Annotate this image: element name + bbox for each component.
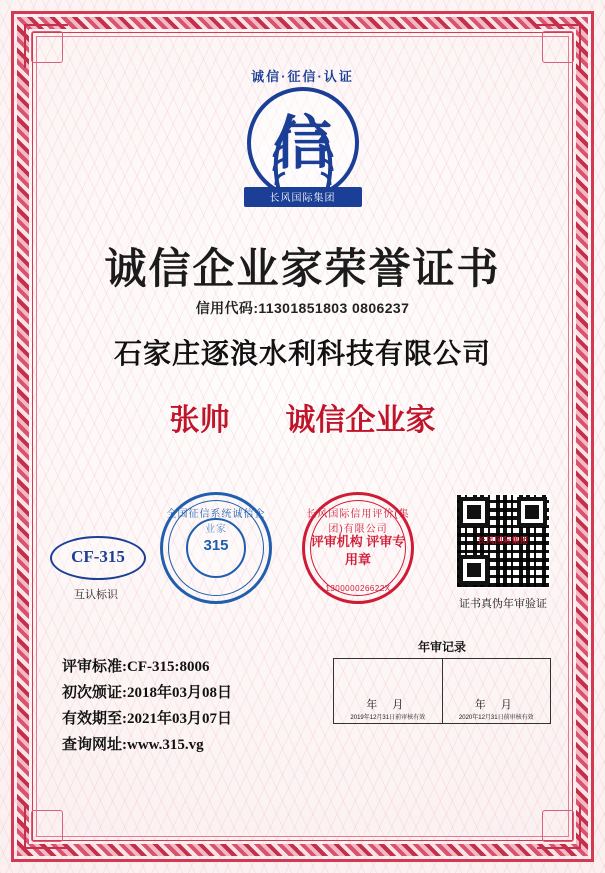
blue-credit-seal — [160, 492, 272, 604]
certificate-details — [62, 654, 232, 758]
verification-qr-block[interactable] — [449, 494, 557, 611]
credit-code: 信用代码:11301851803 0806237 — [195, 300, 410, 316]
annual-cell-2019[interactable] — [334, 659, 443, 724]
red-seal-arc-text: 长风国际信用评价(集团)有限公司 — [306, 509, 410, 535]
seals-row — [40, 488, 565, 628]
table-row — [334, 659, 551, 724]
qr-overlay-text: 长风国际集团 — [477, 536, 529, 545]
red-seal-center-text: 评审机构 评审专用章 — [310, 534, 406, 567]
annual-cell-date-line-1: 年 月 — [366, 699, 410, 711]
emblem-character: 信 — [273, 109, 332, 177]
qr-finder-top-left — [459, 497, 489, 527]
qr-finder-top-right — [517, 497, 547, 527]
mutual-recognition-mark — [50, 536, 142, 602]
annual-cell-note-2: 2020年12月31日前审核有效 — [458, 715, 534, 721]
cf-mark-label: CF-315 — [50, 536, 146, 580]
organization-emblem — [208, 66, 398, 226]
annual-review-box — [333, 638, 551, 724]
cf-mark-caption: 互认标识 — [74, 589, 118, 601]
annual-cell-2020[interactable] — [442, 659, 551, 724]
qr-caption: 证书真伪年审验证 — [459, 598, 547, 610]
annual-review-table — [333, 658, 551, 724]
detail-issue-date: 初次颁证:2018年03月08日 — [62, 685, 232, 701]
emblem-circle — [247, 87, 359, 199]
blue-seal-arc-text: 全国征信系统诚信企业家 — [166, 509, 266, 535]
honoree-name: 张帅 — [169, 404, 230, 437]
certificate-content — [40, 40, 565, 833]
annual-cell-date-line-2: 年 月 — [474, 699, 518, 711]
company-name: 石家庄逐浪水利科技有限公司 — [113, 338, 491, 369]
honoree-row — [70, 395, 535, 439]
globe-icon: 315 — [186, 518, 246, 578]
page-title: 诚信企业家荣誉证书 — [104, 244, 501, 293]
red-review-seal — [302, 492, 414, 604]
qr-finder-bottom-left — [459, 555, 489, 585]
honoree-award: 诚信企业家 — [285, 404, 436, 437]
qr-code-icon[interactable] — [456, 494, 550, 588]
annual-cell-note-1: 2019年12月31日前审核有效 — [350, 715, 426, 721]
detail-standard: 评审标准:CF-315:8006 — [62, 659, 210, 675]
emblem-arc-text: 诚信·征信·认证 — [251, 69, 354, 84]
detail-valid-until: 有效期至:2021年03月07日 — [62, 711, 232, 727]
emblem-band-label: 长风国际集团 — [244, 187, 362, 207]
detail-query-url[interactable]: 查询网址:www.315.vg — [62, 737, 204, 753]
annual-review-title: 年审记录 — [417, 640, 466, 654]
red-seal-code: 130000026622X — [325, 584, 391, 593]
